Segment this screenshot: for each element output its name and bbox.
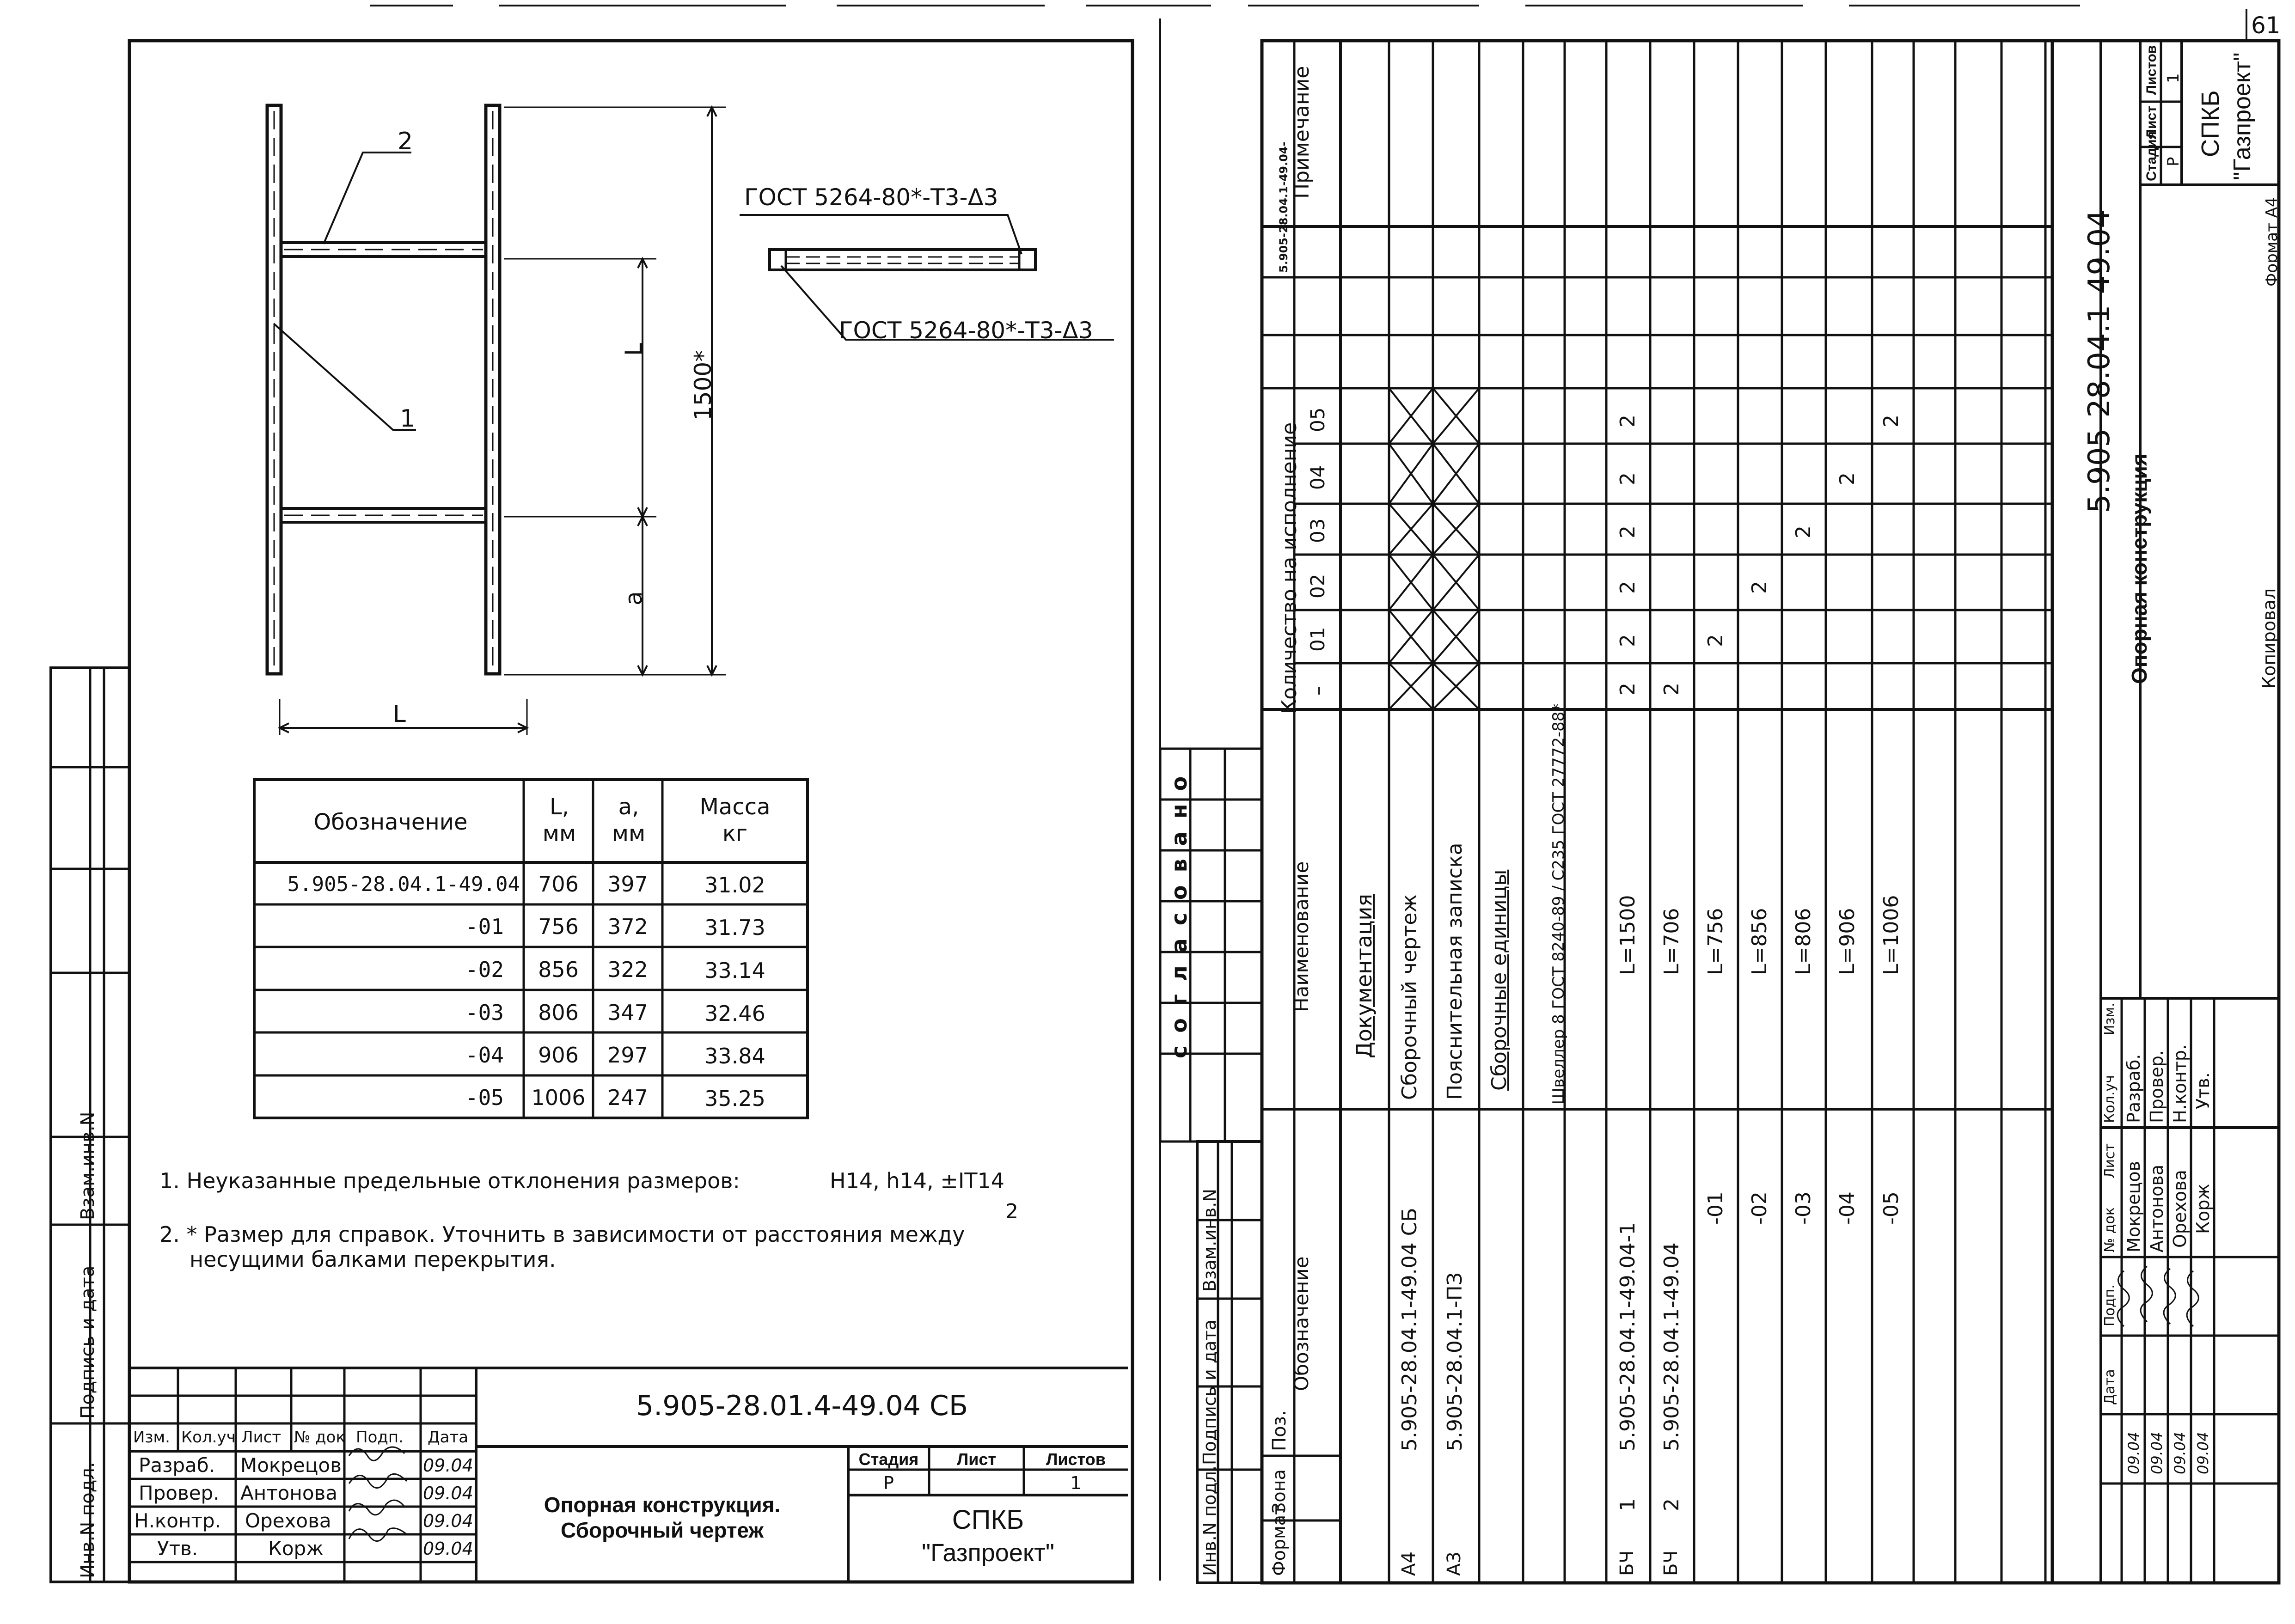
table-header-designation: Обозначение: [313, 809, 468, 835]
dim-a: a: [620, 591, 647, 605]
tb-header-izm: Изм.: [2102, 1002, 2118, 1035]
row-name: L=706: [1660, 908, 1683, 975]
qty-01: 2: [1616, 634, 1640, 647]
row-format: БЧ: [1616, 1551, 1638, 1576]
row-name: L=906: [1836, 908, 1859, 975]
role-norm-control: Н.контр.: [2170, 1044, 2190, 1123]
date-approver: 09.04: [423, 1539, 473, 1559]
row-pos: 2: [1660, 1498, 1683, 1511]
footer-format: Формат А4: [2263, 197, 2281, 287]
callout-1: 1: [400, 405, 416, 433]
drawing-title: Опорная конструкция: [2127, 453, 2151, 684]
tb-header-kolvo: Кол.уч: [2102, 1075, 2118, 1123]
variant-col-03: 03: [1306, 518, 1329, 543]
sheets-value: 1: [1070, 1473, 1082, 1493]
row-name: L=1006: [1879, 895, 1903, 975]
row-designation: 5.905-28.04.1-49.04: [287, 873, 520, 896]
qty-02: 2: [1616, 581, 1640, 594]
sheets-label: Листов: [2144, 45, 2159, 95]
qty-04: 2: [1836, 472, 1859, 485]
side-label-signature-date: Подпись и дата: [1200, 1319, 1220, 1465]
row-pos: 1: [1616, 1498, 1640, 1511]
dim-l-vertical: L: [620, 343, 647, 356]
role-norm-control: Н.контр.: [134, 1509, 221, 1532]
role-approver: Утв.: [2193, 1072, 2213, 1109]
row-name: Швеллер 8 ГОСТ 8240-89 / С235 ГОСТ 27772-88*: [1549, 703, 1568, 1105]
row-length: 806: [538, 1000, 579, 1025]
org-name-line-1: СПКБ: [952, 1505, 1024, 1535]
note-2-line-1: 2. * Размер для справок. Уточнить в зависимости от расстояния между: [159, 1222, 965, 1247]
org-name-line-2: "Газпроект": [2229, 52, 2256, 180]
name-developer: Мокрецов: [240, 1454, 342, 1477]
qty-05: 2: [1616, 415, 1640, 427]
note-1: 1. Неуказанные предельные отклонения размеров:: [159, 1168, 740, 1193]
row-designation: 5.905-28.04.1-49.04-1: [1616, 1222, 1640, 1451]
date-checker: 09.04: [423, 1483, 473, 1503]
weld-label-top: ГОСТ 5264-80*-Т3-Δ3: [744, 184, 998, 211]
row-format: A4: [1398, 1551, 1420, 1576]
role-developer: Разраб.: [139, 1454, 215, 1477]
tb-header-sign: Подп.: [2102, 1284, 2118, 1326]
doc-number: 5.905-28.04.1-49.04: [2082, 209, 2117, 513]
row-mass: 32.46: [704, 1001, 765, 1026]
row-designation: -01: [465, 914, 504, 939]
row-a: 297: [607, 1043, 648, 1068]
row-a: 397: [607, 872, 648, 897]
row-designation: -03: [465, 1000, 504, 1025]
col-header-zone: Зона: [1269, 1469, 1289, 1514]
row-length: 756: [538, 914, 579, 939]
date-norm-control: 09.04: [2171, 1432, 2189, 1474]
row-name: Пояснительная записка: [1443, 843, 1467, 1100]
qty-04: 2: [1616, 472, 1640, 485]
name-norm-control: Орехова: [245, 1509, 331, 1532]
row-designation: 5.905-28.04.1-49.04 СБ: [1398, 1208, 1421, 1451]
footer-copied: Копировал: [2259, 588, 2279, 689]
row-name: L=1500: [1616, 895, 1640, 975]
name-checker: Антонова: [240, 1482, 337, 1504]
side-label-inv-podl: Инв.N подл.: [1200, 1465, 1220, 1576]
qty-03: 2: [1792, 525, 1815, 538]
date-norm-control: 09.04: [423, 1511, 473, 1531]
sheet-label: Лист: [956, 1450, 997, 1469]
row-designation: -02: [1748, 1191, 1771, 1225]
stage-label: Стадия: [2144, 131, 2159, 181]
side-label-signature-date: Подпись и дата: [77, 1265, 98, 1419]
note-2-line-2: несущими балками перекрытия.: [190, 1247, 556, 1272]
org-name-line-1: СПКБ: [2197, 90, 2224, 157]
sheets-label: Листов: [1046, 1450, 1106, 1469]
row-designation: -05: [1879, 1191, 1903, 1225]
qty-base: 2: [1660, 683, 1683, 696]
row-name: Документация: [1352, 893, 1377, 1058]
row-mass: 31.73: [704, 915, 765, 940]
row-designation: -02: [465, 957, 504, 982]
org-name-line-2: "Газпроект": [921, 1539, 1055, 1567]
date-developer: 09.04: [2125, 1432, 2142, 1474]
row-name: L=856: [1748, 908, 1771, 975]
col-header-qty: Количество на исполнение: [1278, 422, 1301, 714]
row-name: L=756: [1704, 908, 1727, 975]
role-checker: Провер.: [139, 1482, 220, 1504]
dim-l-horizontal: L: [393, 701, 406, 727]
name-norm-control: Орехова: [2170, 1170, 2190, 1248]
tb-header-doc: № док: [2102, 1207, 2118, 1252]
note-1-denominator: 2: [1005, 1200, 1018, 1223]
row-a: 372: [607, 914, 648, 939]
row-a: 247: [607, 1085, 648, 1110]
drawing-title-line-1: Опорная конструкция.: [544, 1493, 781, 1517]
tb-header-list: Лист: [2102, 1143, 2118, 1178]
row-length: 706: [538, 872, 579, 897]
variant-col-04: 04: [1306, 465, 1329, 490]
stage-value: Р: [2164, 157, 2183, 166]
row-designation: -03: [1792, 1191, 1815, 1225]
qty-base: 2: [1616, 683, 1640, 696]
tb-header-date: Дата: [428, 1428, 469, 1447]
row-a: 322: [607, 957, 648, 982]
weld-label-bottom: ГОСТ 5264-80*-Т3-Δ3: [839, 317, 1093, 344]
row-designation: 5.905-28.04.1-ПЗ: [1443, 1272, 1467, 1451]
side-label-vzam-inv: Взам.инв.N: [1200, 1189, 1220, 1292]
page-number: 61: [2251, 12, 2281, 39]
qty-05: 2: [1879, 415, 1903, 427]
table-header-length: L, мм: [542, 794, 576, 847]
sheet-label: Лист: [2144, 106, 2159, 139]
callout-2: 2: [398, 128, 413, 155]
variant-col-base: –: [1306, 686, 1329, 696]
tb-header-sign: Подп.: [356, 1428, 404, 1447]
tb-header-list: Лист: [241, 1428, 282, 1447]
qty-01: 2: [1704, 634, 1727, 647]
note-1-values: H14, h14, ±IT14: [830, 1168, 1005, 1193]
date-developer: 09.04: [423, 1455, 473, 1476]
col-header-pos: Поз.: [1269, 1410, 1290, 1451]
row-designation: -04: [1836, 1191, 1859, 1225]
tb-header-date: Дата: [2102, 1369, 2118, 1405]
name-approver: Корж: [268, 1537, 324, 1560]
row-format: A3: [1444, 1551, 1465, 1576]
row-mass: 35.25: [704, 1086, 765, 1111]
role-approver: Утв.: [157, 1537, 198, 1560]
row-designation: -01: [1704, 1191, 1727, 1225]
row-name: Сборочный чертеж: [1398, 894, 1421, 1100]
drawing-title-line-2: Сборочный чертеж: [561, 1518, 764, 1542]
row-mass: 33.14: [704, 958, 765, 983]
col-header-note: Примечание: [1290, 66, 1314, 199]
row-a: 347: [607, 1000, 648, 1025]
variant-col-05: 05: [1306, 407, 1329, 432]
agreed-label: с о г л а с о в а н о: [1167, 773, 1192, 1058]
side-label-vzam-inv: Взам.инв.N: [77, 1111, 98, 1220]
col-header-ext: 5.905-28.04.1-49.04-: [1277, 141, 1290, 273]
name-checker: Антонова: [2147, 1165, 2167, 1252]
row-designation: -05: [465, 1085, 504, 1110]
side-label-inv-podl: Инв.N подл.: [77, 1462, 98, 1578]
tb-header-doc: № док: [294, 1428, 346, 1447]
dim-1500: 1500*: [690, 350, 716, 421]
table-header-mass: Масса кг: [699, 794, 771, 847]
date-approver: 09.04: [2194, 1432, 2212, 1474]
tb-header-kolvo: Кол.уч: [181, 1428, 236, 1447]
row-designation: -04: [465, 1043, 504, 1068]
col-header-name: Наименование: [1290, 861, 1313, 1012]
row-length: 906: [538, 1043, 579, 1068]
doc-number: 5.905-28.01.4-49.04 СБ: [636, 1390, 968, 1422]
row-designation: 5.905-28.04.1-49.04: [1660, 1242, 1683, 1451]
qty-03: 2: [1616, 525, 1640, 538]
table-header-a: a, мм: [612, 794, 646, 847]
variant-col-01: 01: [1306, 627, 1329, 652]
name-developer: Мокрецов: [2124, 1161, 2144, 1252]
sheets-value: 1: [2164, 73, 2183, 83]
row-mass: 33.84: [704, 1044, 765, 1068]
row-length: 856: [538, 957, 579, 982]
qty-02: 2: [1748, 581, 1771, 594]
row-mass: 31.02: [704, 873, 765, 897]
col-header-format: Формат: [1269, 1504, 1289, 1576]
date-checker: 09.04: [2148, 1432, 2166, 1474]
row-format: БЧ: [1660, 1551, 1682, 1576]
role-checker: Провер.: [2147, 1050, 2167, 1123]
stage-value: Р: [883, 1473, 894, 1493]
variant-col-02: 02: [1306, 574, 1329, 598]
role-developer: Разраб.: [2124, 1054, 2144, 1123]
row-name: L=806: [1792, 908, 1815, 975]
col-header-designation: Обозначение: [1290, 1256, 1313, 1391]
tb-header-izm: Изм.: [133, 1428, 170, 1447]
row-length: 1006: [531, 1085, 586, 1110]
row-name: Сборочные единицы: [1487, 869, 1511, 1091]
name-approver: Корж: [2193, 1184, 2213, 1234]
stage-label: Стадия: [858, 1450, 919, 1469]
